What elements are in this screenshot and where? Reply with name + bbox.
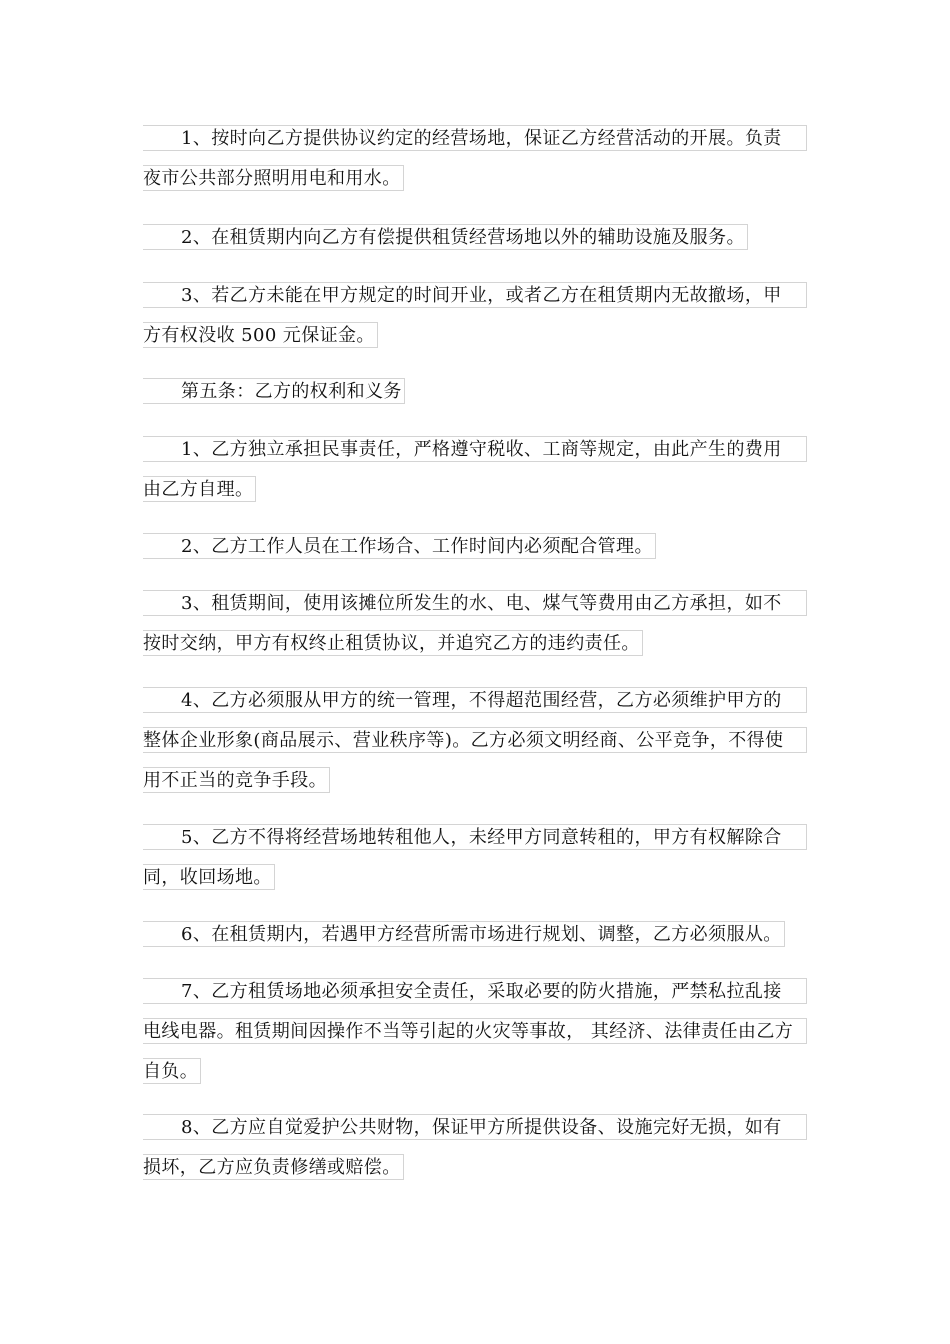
text-line	[143, 630, 807, 658]
line-text: 按时交纳，甲方有权终止租赁协议，并追究乙方的违约责任。	[143, 630, 643, 656]
clause-paragraph	[143, 436, 807, 516]
clause-paragraph	[143, 1114, 807, 1194]
line-text: 1、按时向乙方提供协议约定的经营场地，保证乙方经营活动的开展。负责	[143, 125, 807, 151]
line-text: 5、乙方不得将经营场地转租他人，未经甲方同意转租的，甲方有权解除合	[143, 824, 807, 850]
line-text: 1、乙方独立承担民事责任，严格遵守税收、工商等规定，由此产生的费用	[143, 436, 807, 462]
text-line	[143, 378, 807, 406]
text-line	[143, 165, 807, 193]
line-text: 整体企业形象(商品展示、营业秩序等)。乙方必须文明经商、公平竞争，不得使	[143, 727, 807, 753]
clause-paragraph	[143, 125, 807, 205]
text-line	[143, 224, 807, 252]
text-line	[143, 824, 807, 852]
text-line	[143, 282, 807, 310]
text-line	[143, 727, 807, 755]
line-text: 2、在租赁期内向乙方有偿提供租赁经营场地以外的辅助设施及服务。	[143, 224, 748, 250]
line-text: 6、在租赁期内，若遇甲方经营所需市场进行规划、调整，乙方必须服从。	[143, 921, 785, 947]
line-text: 电线电器。租赁期间因操作不当等引起的火灾等事故， 其经济、法律责任由乙方	[143, 1018, 807, 1044]
text-line	[143, 1114, 807, 1142]
text-line	[143, 687, 807, 715]
line-text: 2、乙方工作人员在工作场合、工作时间内必须配合管理。	[143, 533, 656, 559]
text-line	[143, 533, 807, 561]
text-line	[143, 436, 807, 464]
text-line	[143, 921, 807, 949]
clause-paragraph	[143, 590, 807, 670]
line-text: 自负。	[143, 1058, 201, 1084]
section-heading	[143, 378, 807, 418]
text-line	[143, 1058, 807, 1086]
clause-paragraph	[143, 978, 807, 1098]
clause-paragraph	[143, 921, 807, 961]
line-text: 损坏，乙方应负责修缮或赔偿。	[143, 1154, 404, 1180]
line-text: 8、乙方应自觉爱护公共财物，保证甲方所提供设备、设施完好无损，如有	[143, 1114, 807, 1140]
line-text: 方有权没收 500 元保证金。	[143, 322, 378, 348]
clause-paragraph	[143, 533, 807, 573]
text-line	[143, 1018, 807, 1046]
text-line	[143, 476, 807, 504]
text-line	[143, 978, 807, 1006]
line-text: 7、乙方租赁场地必须承担安全责任，采取必要的防火措施，严禁私拉乱接	[143, 978, 807, 1004]
text-line	[143, 322, 807, 350]
clause-paragraph	[143, 224, 807, 264]
clause-paragraph	[143, 687, 807, 807]
line-text: 由乙方自理。	[143, 476, 256, 502]
text-line	[143, 125, 807, 153]
clause-paragraph	[143, 282, 807, 362]
clause-paragraph	[143, 824, 807, 904]
text-line	[143, 767, 807, 795]
text-line	[143, 1154, 807, 1182]
text-line	[143, 864, 807, 892]
line-text: 用不正当的竞争手段。	[143, 767, 330, 793]
line-text: 3、租赁期间，使用该摊位所发生的水、电、煤气等费用由乙方承担，如不	[143, 590, 807, 616]
line-text: 同，收回场地。	[143, 864, 275, 890]
heading-text: 第五条：乙方的权利和义务	[143, 378, 405, 404]
line-text: 夜市公共部分照明用电和用水。	[143, 165, 404, 191]
line-text: 3、若乙方未能在甲方规定的时间开业，或者乙方在租赁期内无故撤场，甲	[143, 282, 807, 308]
line-text: 4、乙方必须服从甲方的统一管理，不得超范围经营，乙方必须维护甲方的	[143, 687, 807, 713]
text-line	[143, 590, 807, 618]
